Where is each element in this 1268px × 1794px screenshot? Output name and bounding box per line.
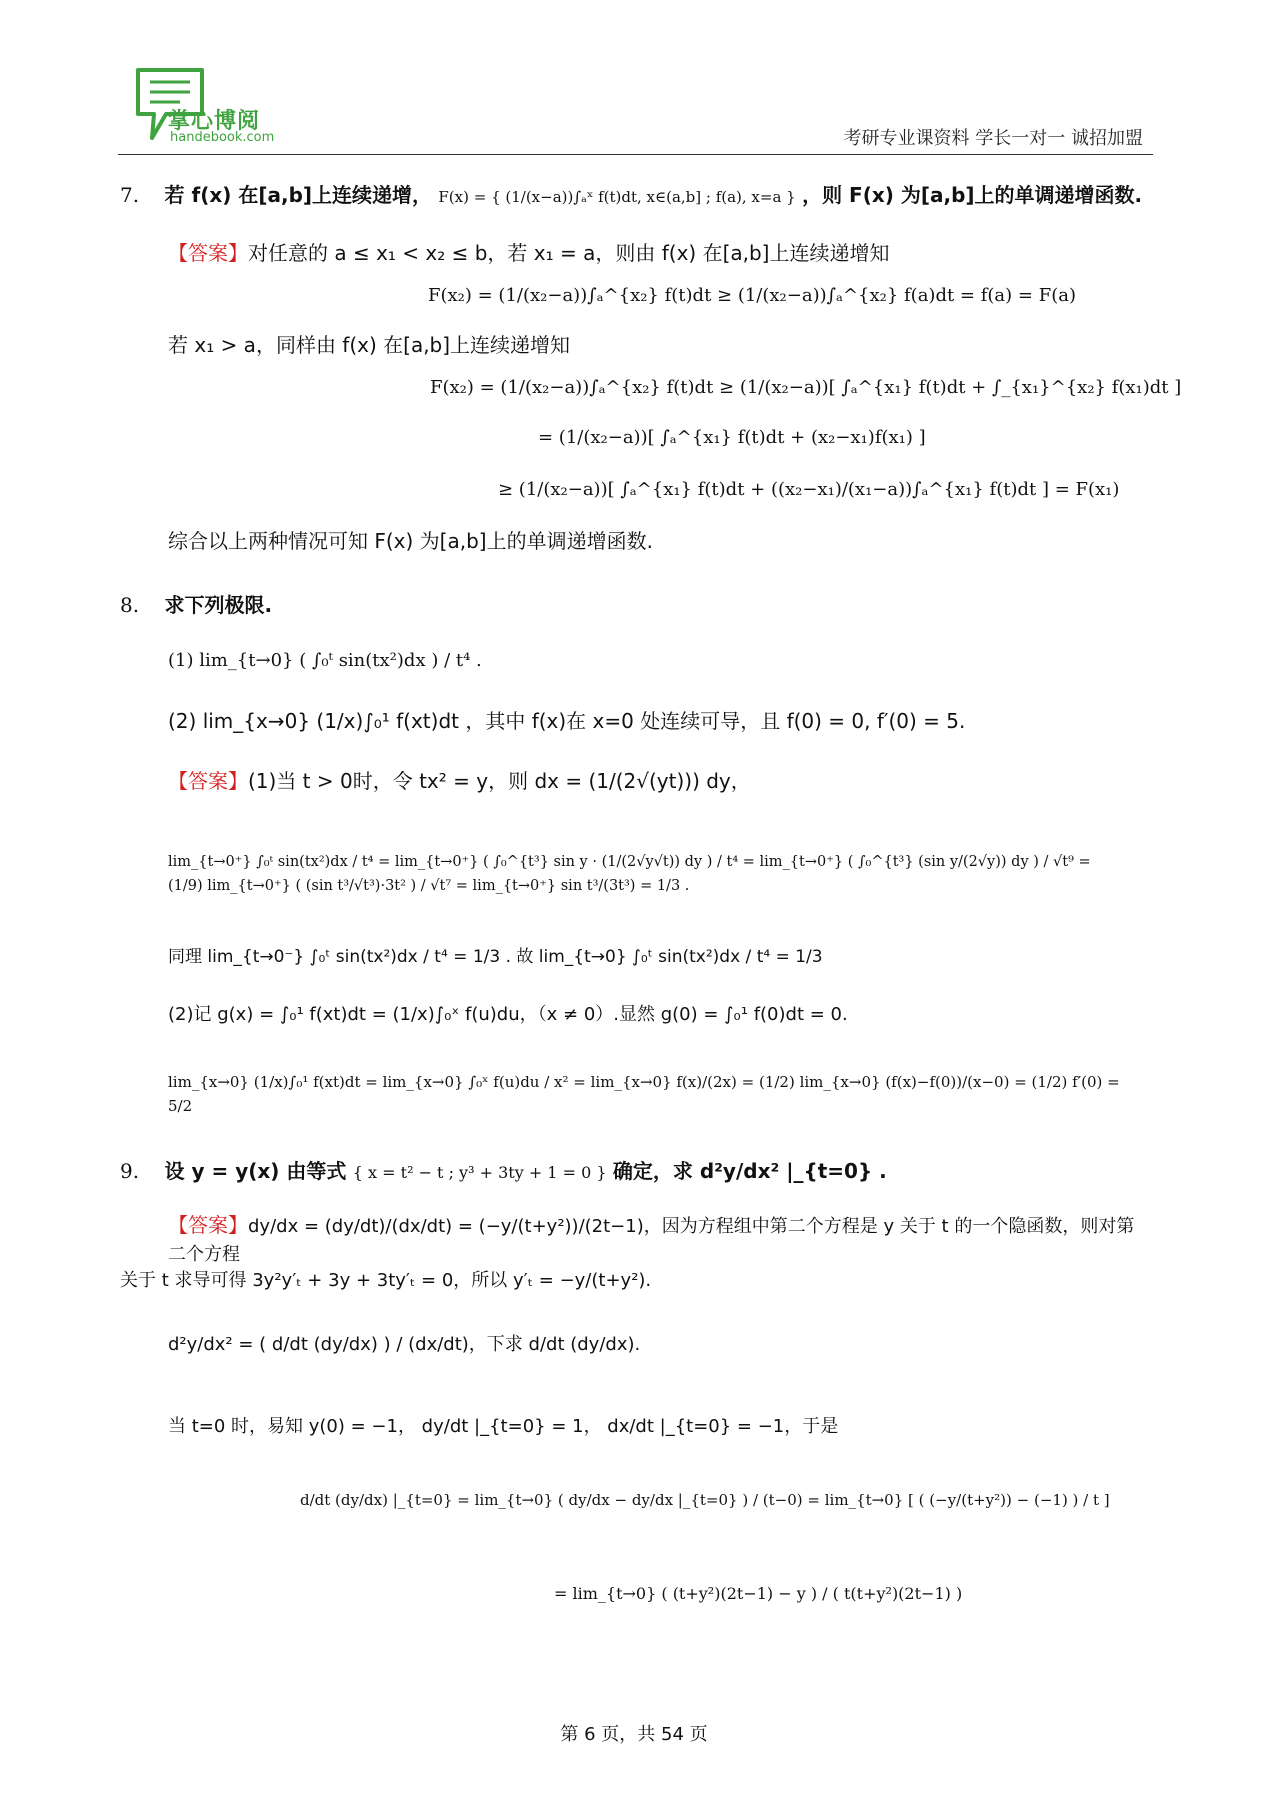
q7-equation-4: ≥ (1/(x₂−a))[ ∫ₐ^{x₁} f(t)dt + ((x₂−x₁)/(x₁−a))∫ₐ^{x₁} f(t)dt ] = F(x₁): [498, 479, 1120, 500]
q8-answer-text-2: 同理 lim_{t→0⁻} ∫₀ᵗ sin(tx²)dx / t⁴ = 1/3 . 故 lim_{t→0} ∫₀ᵗ sin(tx²)dx / t⁴ = 1/3: [168, 947, 823, 967]
q8-stem: [120, 592, 272, 618]
q8-answer-label: 【答案】: [168, 769, 248, 793]
q9-answer-line-1: [168, 1212, 1148, 1268]
q9-answer-text-4: 当 t=0 时，易知 y(0) = −1， dy/dt |_{t=0} = 1， dx/dt |_{t=0} = −1，于是: [168, 1416, 839, 1437]
q9-answer-text-3: d²y/dx² = ( d/dt (dy/dx) ) / (dx/dt)，下求 d/dt (dy/dx).: [168, 1334, 641, 1355]
q9-answer-text-2: 关于 t 求导可得 3y²y′ₜ + 3y + 3ty′ₜ = 0，所以 y′ₜ = −y/(t+y²).: [120, 1270, 652, 1291]
q7-answer-line-3: [168, 528, 653, 554]
q8-part-2: [168, 708, 965, 734]
q8-stem-text: 求下列极限.: [164, 593, 273, 617]
q7-answer-line-1: [168, 240, 889, 266]
q7-equation-2: F(x₂) = (1/(x₂−a))∫ₐ^{x₂} f(t)dt ≥ (1/(x₂−a))[ ∫ₐ^{x₁} f(t)dt + ∫_{x₁}^{x₂} f(x₁)dt ]: [430, 377, 1182, 398]
q7-answer-text-2: 若 x₁ > a，同样由 f(x) 在[a,b]上连续递增知: [168, 333, 571, 357]
q9-answer-line-4: [168, 1412, 838, 1440]
q7-answer-text-1: 对任意的 a ≤ x₁ < x₂ ≤ b，若 x₁ = a，则由 f(x) 在[a,b]上连续递增知: [248, 241, 890, 265]
q8-answer-text-1: (1)当 t > 0时，令 tx² = y，则 dx = (1/(2√(yt))) dy，: [248, 769, 751, 793]
header-tagline: 考研专业课资料 学长一对一 诚招加盟: [843, 128, 1143, 149]
q9-stem: [120, 1158, 887, 1186]
q7-stem-b: ，则 F(x) 为[a,b]上的单调递增函数.: [802, 183, 1143, 207]
q9-stem-a: 设 y = y(x) 由等式: [164, 1159, 347, 1183]
q9-stem-b: 确定，求 d²y/dx² |_{t=0} .: [612, 1159, 887, 1183]
q9-equation-1: d/dt (dy/dx) |_{t=0} = lim_{t→0} ( dy/dx − dy/dx |_{t=0} ) / (t−0) = lim_{t→0} [ ( (−y/(t+y²)) − (−1) ) / t ]: [300, 1491, 1110, 1509]
q7-answer-line-2: [168, 332, 570, 358]
q9-answer-text-1: dy/dx = (dy/dt)/(dx/dt) = (−y/(t+y²))/(2t−1)，因为方程组中第二个方程是 y 关于 t 的一个隐函数，则对第二个方程: [168, 1216, 1135, 1265]
q9-stem-system: { x = t² − t ; y³ + 3ty + 1 = 0 }: [352, 1163, 607, 1182]
q8-answer-line-2: [168, 942, 823, 970]
q8-part-1-text: (1) lim_{t→0} ( ∫₀ᵗ sin(tx²)dx ) / t⁴ .: [168, 650, 482, 671]
q9-number: 9.: [120, 1159, 140, 1183]
q7-answer-text-3: 综合以上两种情况可知 F(x) 为[a,b]上的单调递增函数.: [168, 529, 653, 553]
header-divider: [118, 154, 1153, 155]
q7-stem: [120, 182, 1142, 210]
q8-equation-1: lim_{t→0⁺} ∫₀ᵗ sin(tx²)dx / t⁴ = lim_{t→0⁺} ( ∫₀^{t³} sin y · (1/(2√y√t)) dy ) / t⁴ = lim_{t→0⁺} ( ∫₀^{t³} (sin y/(2√y)) dy ) / √t⁹ = (1/9) lim_{t→0⁺} ( (sin t³/√t³)·3t² ) / √t⁷ = lim_{t→0⁺} sin t³/(3t³) = 1/3 .: [168, 854, 1091, 894]
q7-stem-definition: F(x) = { (1/(x−a))∫ₐˣ f(t)dt, x∈(a,b] ; f(a), x=a }: [438, 188, 796, 206]
q9-answer-label: 【答案】: [168, 1213, 248, 1237]
logo-text: 掌心博阅: [168, 109, 261, 134]
q7-answer-label: 【答案】: [168, 241, 248, 265]
q9-equation-2: = lim_{t→0} ( (t+y²)(2t−1) − y ) / ( t(t+y²)(2t−1) ): [554, 1584, 963, 1603]
q7-equation-3: = (1/(x₂−a))[ ∫ₐ^{x₁} f(t)dt + (x₂−x₁)f(x₁) ]: [538, 427, 926, 448]
logo-url: handebook.com: [170, 130, 275, 145]
q8-part-1: [168, 646, 482, 674]
q8-answer-line-1: [168, 768, 751, 794]
q7-stem-a: 若 f(x) 在[a,b]上连续递增，: [164, 183, 433, 207]
q8-answer-text-3: (2)记 g(x) = ∫₀¹ f(xt)dt = (1/x)∫₀ˣ f(u)du，（x ≠ 0）.显然 g(0) = ∫₀¹ f(0)dt = 0.: [168, 1004, 848, 1025]
q7-equation-1: F(x₂) = (1/(x₂−a))∫ₐ^{x₂} f(t)dt ≥ (1/(x₂−a))∫ₐ^{x₂} f(a)dt = f(a) = F(a): [428, 285, 1076, 306]
q8-number: 8.: [120, 593, 140, 617]
q8-part-2-text: (2) lim_{x→0} (1/x)∫₀¹ f(xt)dt ，其中 f(x)在 x=0 处连续可导，且 f(0) = 0, f′(0) = 5.: [168, 709, 966, 733]
q8-answer-line-3: [168, 1000, 848, 1028]
q8-equation-2: lim_{x→0} (1/x)∫₀¹ f(xt)dt = lim_{x→0} ∫₀ˣ f(u)du / x² = lim_{x→0} f(x)/(2x) = (1/2) lim_{x→0} (f(x)−f(0))/(x−0) = (1/2) f′(0) = 5/2: [168, 1073, 1120, 1115]
q9-answer-line-3: [168, 1330, 640, 1358]
page-footer: 第 6 页，共 54 页: [560, 1724, 708, 1745]
q7-number: 7.: [120, 183, 140, 207]
q9-answer-line-2: [120, 1266, 651, 1294]
